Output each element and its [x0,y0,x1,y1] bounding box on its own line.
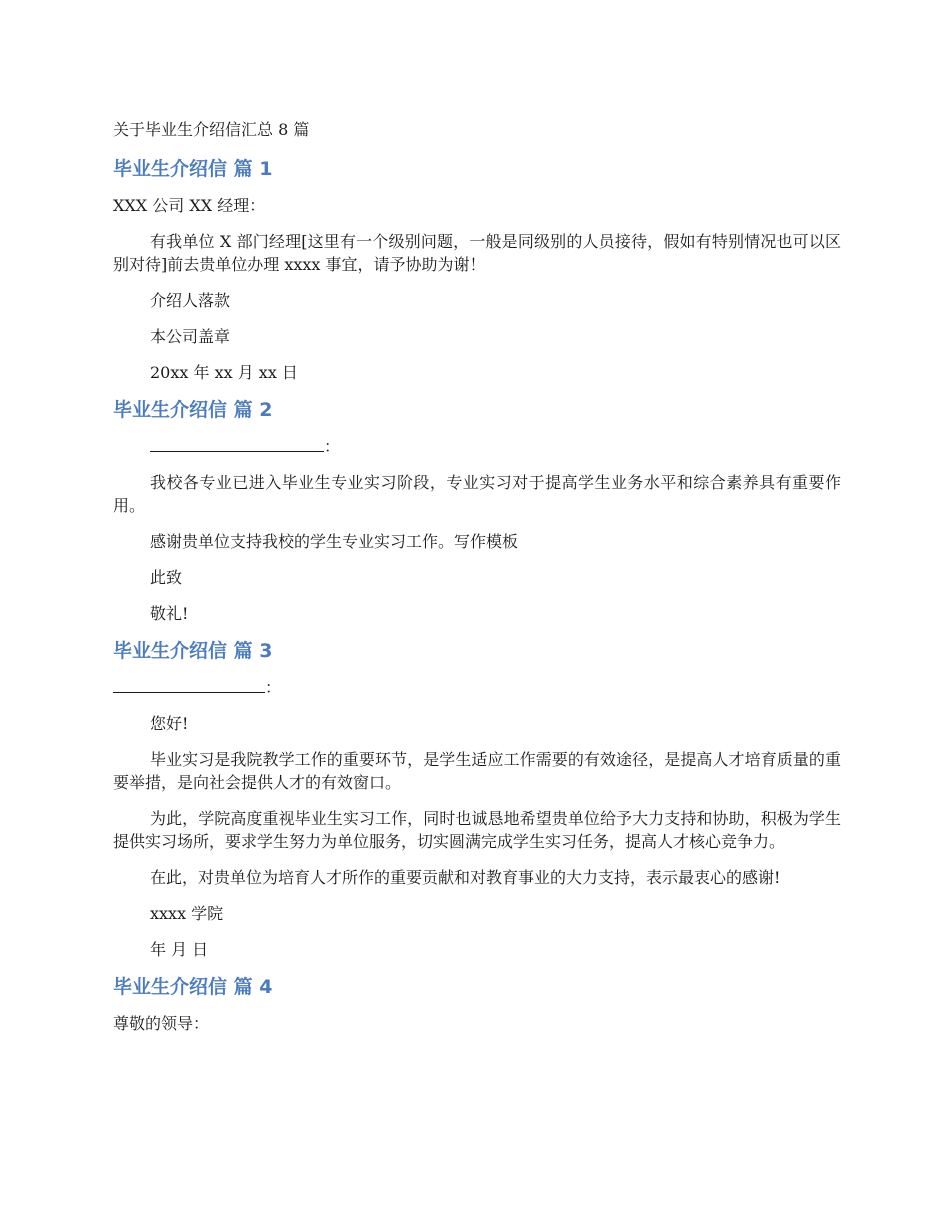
section-heading: 毕业生介绍信 篇 4 [113,976,273,998]
salutation: 尊敬的领导： [113,1014,210,1033]
greeting-line: 您好! [150,714,189,733]
signature-line: xxxx 学院 [150,904,224,923]
date-line: 20xx 年 xx 月 xx 日 [150,363,298,382]
document-page [113,118,841,1048]
date-line: 年 月 日 [150,940,209,959]
closing-line: 此致 [150,568,183,587]
signature-line: 介绍人落款 [150,291,231,310]
section-3 [113,638,841,961]
body-paragraph: 有我单位 X 部门经理[这里有一个级别问题，一般是同级别的人员接待，假如有特别情况也可以区别对待]前去贵单位办理 xxxx 事宜，请予协助为谢！ [113,232,841,274]
section-4 [113,974,841,1035]
body-paragraph: 我校各专业已进入毕业生专业实习阶段，专业实习对于提高学生业务水平和综合素养具有重要作用。 [113,473,841,515]
body-paragraph: 感谢贵单位支持我校的学生专业实习工作。写作模板 [150,532,519,551]
body-paragraph: 在此，对贵单位为培育人才所作的重要贡献和对教育事业的大力支持，表示最衷心的感谢! [150,868,781,887]
section-heading: 毕业生介绍信 篇 1 [113,158,273,180]
salutation [113,435,841,458]
seal-line: 本公司盖章 [150,327,231,346]
salutation-colon: ： [324,437,341,456]
closing-line: 敬礼! [150,604,189,623]
blank-underline [150,435,324,452]
section-heading: 毕业生介绍信 篇 3 [113,640,273,662]
body-paragraph: 毕业实习是我院教学工作的重要环节，是学生适应工作需要的有效途径，是提高人才培育质量的重要举措，是向社会提供人才的有效窗口。 [113,750,841,792]
section-heading: 毕业生介绍信 篇 2 [113,399,273,421]
salutation: XXX 公司 XX 经理： [113,196,266,215]
document-title: 关于毕业生介绍信汇总 8 篇 [113,120,310,139]
salutation-colon: ： [265,678,282,697]
salutation [113,676,841,699]
blank-underline [113,676,265,693]
section-2 [113,397,841,625]
section-1 [113,156,841,384]
body-paragraph: 为此，学院高度重视毕业生实习工作，同时也诚恳地希望贵单位给予大力支持和协助，积极为学生提供实习场所，要求学生努力为单位服务，切实圆满完成学生实习任务，提高人才核心竞争力。 [113,809,841,851]
